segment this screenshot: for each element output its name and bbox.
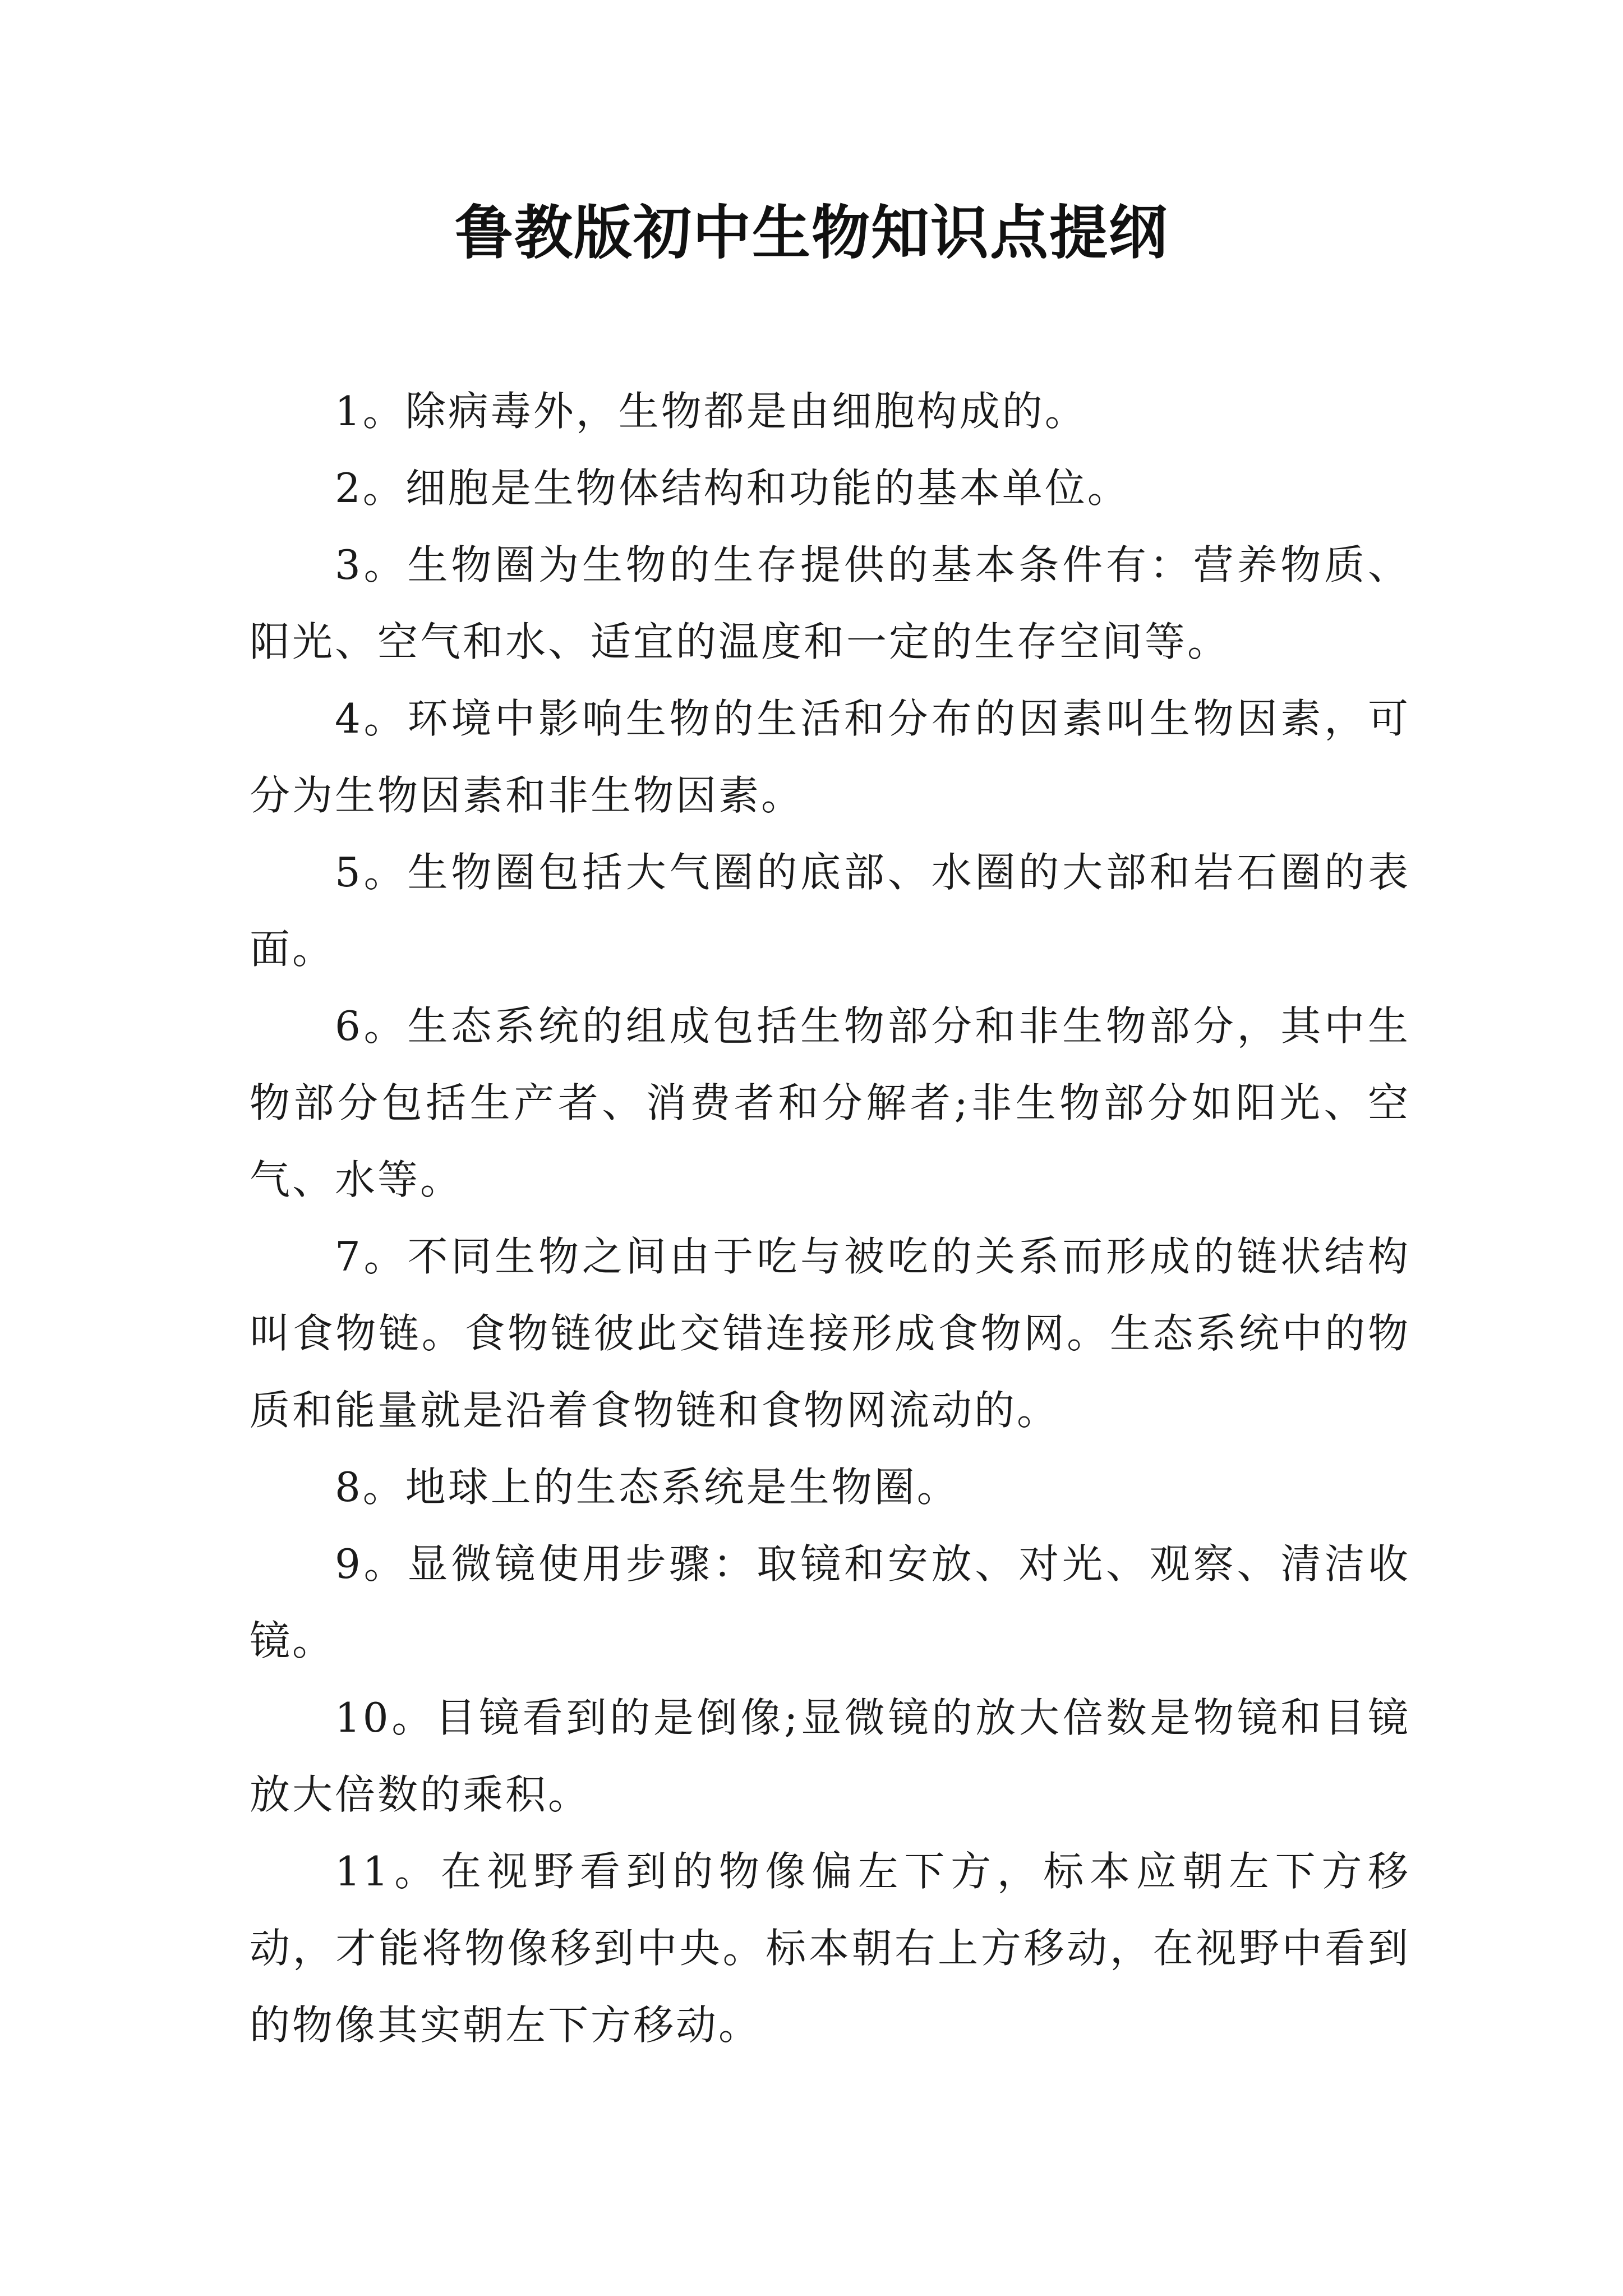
paragraph-1: 1。除病毒外，生物都是由细胞构成的。 — [335, 388, 1087, 435]
paragraph-7: 7。不同生物之间由于吃与被吃的关系而形成的链状结构叫食物链。食物链彼此交错连接形成食物网。生态系统中的物质和能量就是沿着食物链和食物网流动的。 — [250, 1233, 1410, 1434]
document-title: 鲁教版初中生物知识点提纲 — [454, 199, 1168, 267]
paragraph-5: 5。生物圈包括大气圈的底部、水圈的大部和岩石圈的表面。 — [250, 849, 1410, 973]
paragraph-2: 2。细胞是生物体结构和功能的基本单位。 — [335, 464, 1130, 512]
paragraph-3: 3。生物圈为生物的生存提供的基本条件有：营养物质、阳光、空气和水、适宜的温度和一定的生存空间等。 — [250, 541, 1410, 665]
paragraph-11: 11。在视野看到的物像偏左下方，标本应朝左下方移动，才能将物像移到中央。标本朝右上方移动，在视野中看到的物像其实朝左下方移动。 — [250, 1848, 1410, 2049]
paragraph-4: 4。环境中影响生物的生活和分布的因素叫生物因素，可分为生物因素和非生物因素。 — [250, 695, 1410, 819]
paragraph-8: 8。地球上的生态系统是生物圈。 — [335, 1464, 960, 1511]
paragraph-9: 9。显微镜使用步骤：取镜和安放、对光、观察、清洁收镜。 — [250, 1540, 1410, 1664]
paragraph-10: 10。目镜看到的是倒像;显微镜的放大倍数是物镜和目镜放大倍数的乘积。 — [250, 1694, 1410, 1818]
paragraph-6: 6。生态系统的组成包括生物部分和非生物部分，其中生物部分包括生产者、消费者和分解者;非生物部分如阳光、空气、水等。 — [250, 1002, 1410, 1203]
document-body — [250, 373, 1410, 2064]
